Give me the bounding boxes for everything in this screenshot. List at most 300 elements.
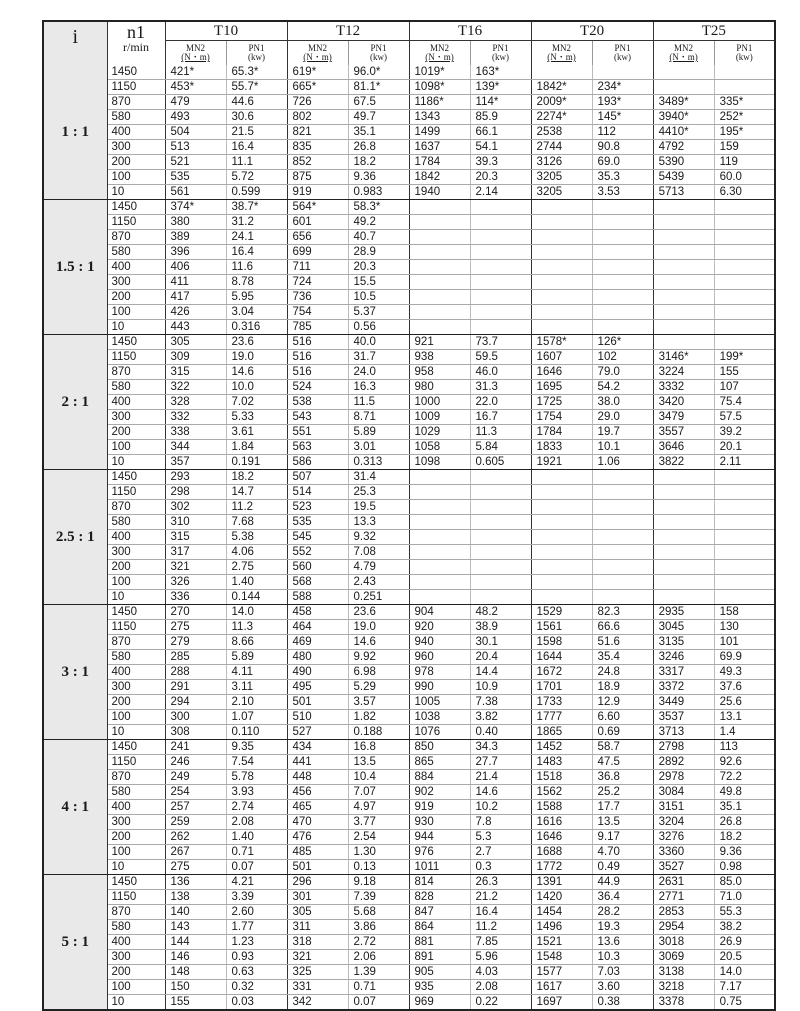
power-cell: 38.0 xyxy=(592,395,653,410)
torque-cell xyxy=(531,485,592,500)
power-col-header-label: PN1 xyxy=(614,43,631,53)
power-cell xyxy=(592,560,653,575)
table-row xyxy=(43,440,775,455)
speed-cell: 400 xyxy=(107,260,165,275)
torque-cell xyxy=(409,590,470,605)
table-body xyxy=(43,65,775,1010)
torque-cell: 1343 xyxy=(409,110,470,125)
torque-cell: 568 xyxy=(287,575,348,590)
torque-col-header-unit: (N・m) xyxy=(669,52,698,62)
torque-cell: 1005 xyxy=(409,695,470,710)
power-cell: 18.9 xyxy=(592,680,653,695)
power-cell: 234* xyxy=(592,80,653,95)
torque-cell: 976 xyxy=(409,845,470,860)
power-cell: 24.0 xyxy=(348,365,409,380)
table-row xyxy=(43,230,775,245)
power-cell xyxy=(592,290,653,305)
torque-cell: 504 xyxy=(165,125,226,140)
torque-cell: 1777 xyxy=(531,710,592,725)
power-cell: 31.3 xyxy=(470,380,531,395)
torque-cell: 2935 xyxy=(653,605,714,620)
power-cell: 139* xyxy=(470,80,531,95)
model-header-t12: T12 xyxy=(287,21,409,41)
power-cell: 28.2 xyxy=(592,905,653,920)
power-cell: 4.21 xyxy=(226,875,287,890)
torque-cell xyxy=(653,200,714,215)
torque-cell: 479 xyxy=(165,95,226,110)
torque-cell: 1842 xyxy=(409,170,470,185)
torque-cell: 619* xyxy=(287,65,348,80)
power-cell: 107 xyxy=(714,380,775,395)
power-cell xyxy=(714,590,775,605)
torque-cell xyxy=(653,545,714,560)
torque-cell: 588 xyxy=(287,590,348,605)
torque-cell xyxy=(409,530,470,545)
speed-cell: 870 xyxy=(107,770,165,785)
torque-cell: 3204 xyxy=(653,815,714,830)
torque-cell: 318 xyxy=(287,935,348,950)
torque-cell xyxy=(409,245,470,260)
torque-cell: 389 xyxy=(165,230,226,245)
table-row xyxy=(43,680,775,695)
torque-cell: 1186* xyxy=(409,95,470,110)
torque-cell: 322 xyxy=(165,380,226,395)
table-row xyxy=(43,740,775,755)
torque-cell: 563 xyxy=(287,440,348,455)
power-cell: 59.5 xyxy=(470,350,531,365)
power-cell: 5.37 xyxy=(348,305,409,320)
torque-cell xyxy=(409,575,470,590)
torque-cell: 257 xyxy=(165,800,226,815)
torque-cell: 551 xyxy=(287,425,348,440)
power-cell: 47.5 xyxy=(592,755,653,770)
table-row xyxy=(43,875,775,890)
torque-cell: 978 xyxy=(409,665,470,680)
power-cell: 48.2 xyxy=(470,605,531,620)
table-row xyxy=(43,845,775,860)
torque-cell: 1865 xyxy=(531,725,592,740)
torque-cell: 1420 xyxy=(531,890,592,905)
table-row xyxy=(43,950,775,965)
torque-cell: 513 xyxy=(165,140,226,155)
torque-cell xyxy=(653,515,714,530)
power-cell: 31.2 xyxy=(226,215,287,230)
power-cell: 16.7 xyxy=(470,410,531,425)
speed-cell: 200 xyxy=(107,560,165,575)
torque-cell: 2274* xyxy=(531,110,592,125)
power-cell: 19.7 xyxy=(592,425,653,440)
model-header-t25: T25 xyxy=(653,21,775,41)
power-cell xyxy=(714,245,775,260)
power-cell: 4.11 xyxy=(226,665,287,680)
power-cell: 3.86 xyxy=(348,920,409,935)
power-cell: 54.2 xyxy=(592,380,653,395)
torque-cell: 421* xyxy=(165,65,226,80)
power-cell: 26.8 xyxy=(348,140,409,155)
torque-cell: 543 xyxy=(287,410,348,425)
torque-cell: 1637 xyxy=(409,140,470,155)
table-row xyxy=(43,620,775,635)
speed-cell: 100 xyxy=(107,845,165,860)
torque-cell xyxy=(409,515,470,530)
speed-cell: 400 xyxy=(107,395,165,410)
power-col-header-unit: (kw) xyxy=(614,52,632,62)
ratio-cell: 2.5 : 1 xyxy=(43,470,107,605)
torque-cell: 3537 xyxy=(653,710,714,725)
power-cell: 29.0 xyxy=(592,410,653,425)
speed-cell: 400 xyxy=(107,800,165,815)
torque-cell: 1019* xyxy=(409,65,470,80)
torque-cell: 406 xyxy=(165,260,226,275)
power-col-header xyxy=(226,41,287,66)
torque-cell: 921 xyxy=(409,335,470,350)
power-cell: 13.3 xyxy=(348,515,409,530)
power-col-header-label: PN1 xyxy=(370,43,387,53)
table-row xyxy=(43,200,775,215)
torque-cell: 3045 xyxy=(653,620,714,635)
torque-cell: 521 xyxy=(165,155,226,170)
table-row xyxy=(43,710,775,725)
power-cell: 20.1 xyxy=(714,440,775,455)
speed-cell: 400 xyxy=(107,530,165,545)
torque-cell: 315 xyxy=(165,530,226,545)
torque-cell: 1496 xyxy=(531,920,592,935)
power-cell: 9.18 xyxy=(348,875,409,890)
power-cell: 0.40 xyxy=(470,725,531,740)
table-row xyxy=(43,380,775,395)
torque-cell: 374* xyxy=(165,200,226,215)
torque-cell: 754 xyxy=(287,305,348,320)
power-cell: 14.4 xyxy=(470,665,531,680)
torque-cell: 516 xyxy=(287,335,348,350)
speed-cell: 870 xyxy=(107,95,165,110)
speed-cell: 1450 xyxy=(107,875,165,890)
power-cell: 2.08 xyxy=(470,980,531,995)
torque-cell: 143 xyxy=(165,920,226,935)
speed-cell: 870 xyxy=(107,635,165,650)
torque-cell: 262 xyxy=(165,830,226,845)
power-cell: 4.79 xyxy=(348,560,409,575)
torque-cell: 1577 xyxy=(531,965,592,980)
speed-cell: 1150 xyxy=(107,620,165,635)
torque-cell: 1617 xyxy=(531,980,592,995)
torque-cell: 3822 xyxy=(653,455,714,470)
power-cell: 0.188 xyxy=(348,725,409,740)
torque-cell: 1616 xyxy=(531,815,592,830)
torque-cell xyxy=(531,545,592,560)
power-cell: 14.6 xyxy=(470,785,531,800)
power-cell: 0.13 xyxy=(348,860,409,875)
speed-cell: 10 xyxy=(107,725,165,740)
torque-cell xyxy=(409,545,470,560)
torque-cell: 2853 xyxy=(653,905,714,920)
speed-cell: 10 xyxy=(107,320,165,335)
power-cell: 26.9 xyxy=(714,935,775,950)
torque-cell: 821 xyxy=(287,125,348,140)
power-cell: 38.7* xyxy=(226,200,287,215)
torque-cell: 510 xyxy=(287,710,348,725)
power-cell xyxy=(470,305,531,320)
speed-cell: 1150 xyxy=(107,485,165,500)
power-cell: 5.68 xyxy=(348,905,409,920)
power-cell: 20.3 xyxy=(348,260,409,275)
performance-table-sheet xyxy=(42,20,770,1008)
power-cell: 8.71 xyxy=(348,410,409,425)
table-row xyxy=(43,920,775,935)
power-cell: 158 xyxy=(714,605,775,620)
power-cell: 119 xyxy=(714,155,775,170)
torque-cell: 3713 xyxy=(653,725,714,740)
speed-cell: 580 xyxy=(107,245,165,260)
table-row xyxy=(43,320,775,335)
power-cell: 2.54 xyxy=(348,830,409,845)
torque-cell: 3360 xyxy=(653,845,714,860)
torque-cell: 4792 xyxy=(653,140,714,155)
table-row xyxy=(43,365,775,380)
power-cell xyxy=(714,230,775,245)
power-cell xyxy=(714,560,775,575)
power-cell: 2.60 xyxy=(226,905,287,920)
torque-cell: 249 xyxy=(165,770,226,785)
torque-cell: 3151 xyxy=(653,800,714,815)
power-cell xyxy=(592,275,653,290)
torque-cell: 344 xyxy=(165,440,226,455)
torque-cell: 3940* xyxy=(653,110,714,125)
speed-cell: 200 xyxy=(107,155,165,170)
power-cell: 3.11 xyxy=(226,680,287,695)
power-cell: 7.08 xyxy=(348,545,409,560)
table-row xyxy=(43,395,775,410)
torque-cell xyxy=(531,560,592,575)
torque-cell: 969 xyxy=(409,995,470,1011)
torque-cell: 148 xyxy=(165,965,226,980)
power-cell: 0.251 xyxy=(348,590,409,605)
power-cell: 1.40 xyxy=(226,575,287,590)
power-cell: 0.71 xyxy=(226,845,287,860)
torque-cell: 1672 xyxy=(531,665,592,680)
power-cell xyxy=(714,545,775,560)
torque-cell xyxy=(531,215,592,230)
torque-cell: 1518 xyxy=(531,770,592,785)
power-cell: 35.3 xyxy=(592,170,653,185)
power-cell: 113 xyxy=(714,740,775,755)
table-row xyxy=(43,185,775,200)
power-cell: 7.68 xyxy=(226,515,287,530)
torque-cell: 3126 xyxy=(531,155,592,170)
torque-cell xyxy=(531,320,592,335)
power-cell: 82.3 xyxy=(592,605,653,620)
power-cell: 66.1 xyxy=(470,125,531,140)
torque-cell xyxy=(653,245,714,260)
torque-cell: 1697 xyxy=(531,995,592,1011)
torque-cell: 940 xyxy=(409,635,470,650)
power-cell: 20.3 xyxy=(470,170,531,185)
power-col-header-unit: (kw) xyxy=(248,52,265,62)
power-cell: 20.5 xyxy=(714,950,775,965)
torque-cell: 960 xyxy=(409,650,470,665)
table-row xyxy=(43,935,775,950)
torque-cell: 881 xyxy=(409,935,470,950)
power-cell: 3.01 xyxy=(348,440,409,455)
torque-cell: 4410* xyxy=(653,125,714,140)
torque-cell: 935 xyxy=(409,980,470,995)
power-cell xyxy=(592,320,653,335)
speed-cell: 300 xyxy=(107,275,165,290)
power-cell: 9.36 xyxy=(714,845,775,860)
torque-cell: 441 xyxy=(287,755,348,770)
power-cell xyxy=(714,515,775,530)
torque-cell: 3420 xyxy=(653,395,714,410)
power-cell: 27.7 xyxy=(470,755,531,770)
power-cell xyxy=(714,305,775,320)
torque-cell: 1483 xyxy=(531,755,592,770)
power-cell: 92.6 xyxy=(714,755,775,770)
torque-cell: 150 xyxy=(165,980,226,995)
power-cell: 49.2 xyxy=(348,215,409,230)
table-row xyxy=(43,830,775,845)
power-cell: 0.144 xyxy=(226,590,287,605)
power-cell: 17.7 xyxy=(592,800,653,815)
power-cell: 11.2 xyxy=(470,920,531,935)
torque-cell: 493 xyxy=(165,110,226,125)
power-cell: 20.4 xyxy=(470,650,531,665)
power-cell: 0.38 xyxy=(592,995,653,1011)
power-cell xyxy=(592,530,653,545)
torque-cell: 1733 xyxy=(531,695,592,710)
speed-cell: 300 xyxy=(107,680,165,695)
power-cell: 6.60 xyxy=(592,710,653,725)
power-cell: 49.8 xyxy=(714,785,775,800)
speed-cell: 10 xyxy=(107,590,165,605)
power-cell xyxy=(470,485,531,500)
torque-cell xyxy=(409,260,470,275)
torque-cell: 514 xyxy=(287,485,348,500)
torque-cell xyxy=(409,215,470,230)
torque-cell: 288 xyxy=(165,665,226,680)
power-cell: 36.4 xyxy=(592,890,653,905)
torque-cell: 2744 xyxy=(531,140,592,155)
torque-cell: 464 xyxy=(287,620,348,635)
table-row xyxy=(43,215,775,230)
torque-cell: 267 xyxy=(165,845,226,860)
torque-cell: 3218 xyxy=(653,980,714,995)
torque-cell: 1578* xyxy=(531,335,592,350)
table-row xyxy=(43,170,775,185)
power-cell: 4.70 xyxy=(592,845,653,860)
power-cell xyxy=(470,260,531,275)
torque-cell: 501 xyxy=(287,695,348,710)
speed-cell: 100 xyxy=(107,575,165,590)
torque-cell: 259 xyxy=(165,815,226,830)
torque-cell xyxy=(653,320,714,335)
model-header-t10: T10 xyxy=(165,21,287,41)
power-cell: 7.17 xyxy=(714,980,775,995)
power-cell: 2.74 xyxy=(226,800,287,815)
power-cell: 3.04 xyxy=(226,305,287,320)
power-cell: 35.1 xyxy=(714,800,775,815)
torque-cell: 480 xyxy=(287,650,348,665)
power-cell: 5.33 xyxy=(226,410,287,425)
torque-cell: 1098* xyxy=(409,80,470,95)
power-cell: 25.2 xyxy=(592,785,653,800)
power-cell: 3.57 xyxy=(348,695,409,710)
power-cell: 35.1 xyxy=(348,125,409,140)
torque-cell: 3378 xyxy=(653,995,714,1011)
power-cell: 36.8 xyxy=(592,770,653,785)
power-cell: 60.0 xyxy=(714,170,775,185)
power-cell: 0.49 xyxy=(592,860,653,875)
power-cell: 44.6 xyxy=(226,95,287,110)
torque-cell: 3332 xyxy=(653,380,714,395)
torque-cell: 1391 xyxy=(531,875,592,890)
torque-cell: 5713 xyxy=(653,185,714,200)
torque-cell: 443 xyxy=(165,320,226,335)
table-row xyxy=(43,335,775,350)
speed-cell: 100 xyxy=(107,980,165,995)
torque-cell: 2798 xyxy=(653,740,714,755)
torque-cell: 535 xyxy=(287,515,348,530)
power-cell: 0.93 xyxy=(226,950,287,965)
table-row xyxy=(43,755,775,770)
torque-cell: 470 xyxy=(287,815,348,830)
ratio-cell: 1.5 : 1 xyxy=(43,200,107,335)
power-cell: 2.11 xyxy=(714,455,775,470)
power-cell: 0.07 xyxy=(226,860,287,875)
torque-cell: 285 xyxy=(165,650,226,665)
power-cell: 19.5 xyxy=(348,500,409,515)
torque-cell: 3276 xyxy=(653,830,714,845)
power-col-header xyxy=(470,41,531,66)
power-cell: 4.03 xyxy=(470,965,531,980)
power-cell: 40.0 xyxy=(348,335,409,350)
power-cell: 145* xyxy=(592,110,653,125)
power-cell: 2.06 xyxy=(348,950,409,965)
torque-cell xyxy=(531,500,592,515)
power-cell: 102 xyxy=(592,350,653,365)
torque-cell: 1833 xyxy=(531,440,592,455)
power-cell: 2.08 xyxy=(226,815,287,830)
power-cell: 3.39 xyxy=(226,890,287,905)
torque-cell: 2771 xyxy=(653,890,714,905)
power-cell: 3.77 xyxy=(348,815,409,830)
torque-cell: 891 xyxy=(409,950,470,965)
power-cell xyxy=(470,500,531,515)
torque-cell: 847 xyxy=(409,905,470,920)
power-cell: 8.66 xyxy=(226,635,287,650)
speed-cell: 10 xyxy=(107,860,165,875)
torque-cell xyxy=(409,230,470,245)
torque-cell: 325 xyxy=(287,965,348,980)
torque-cell: 1842* xyxy=(531,80,592,95)
torque-cell: 305 xyxy=(165,335,226,350)
power-cell: 40.7 xyxy=(348,230,409,245)
torque-cell: 835 xyxy=(287,140,348,155)
speed-cell: 1450 xyxy=(107,605,165,620)
torque-cell: 300 xyxy=(165,710,226,725)
torque-cell: 1725 xyxy=(531,395,592,410)
torque-cell: 1000 xyxy=(409,395,470,410)
torque-cell: 1940 xyxy=(409,185,470,200)
power-cell xyxy=(592,305,653,320)
power-cell: 16.8 xyxy=(348,740,409,755)
torque-cell: 1529 xyxy=(531,605,592,620)
power-col-header-label: PN1 xyxy=(492,43,509,53)
torque-cell: 338 xyxy=(165,425,226,440)
power-cell: 19.0 xyxy=(348,620,409,635)
power-cell: 18.2 xyxy=(226,470,287,485)
speed-cell: 870 xyxy=(107,230,165,245)
table-row xyxy=(43,605,775,620)
